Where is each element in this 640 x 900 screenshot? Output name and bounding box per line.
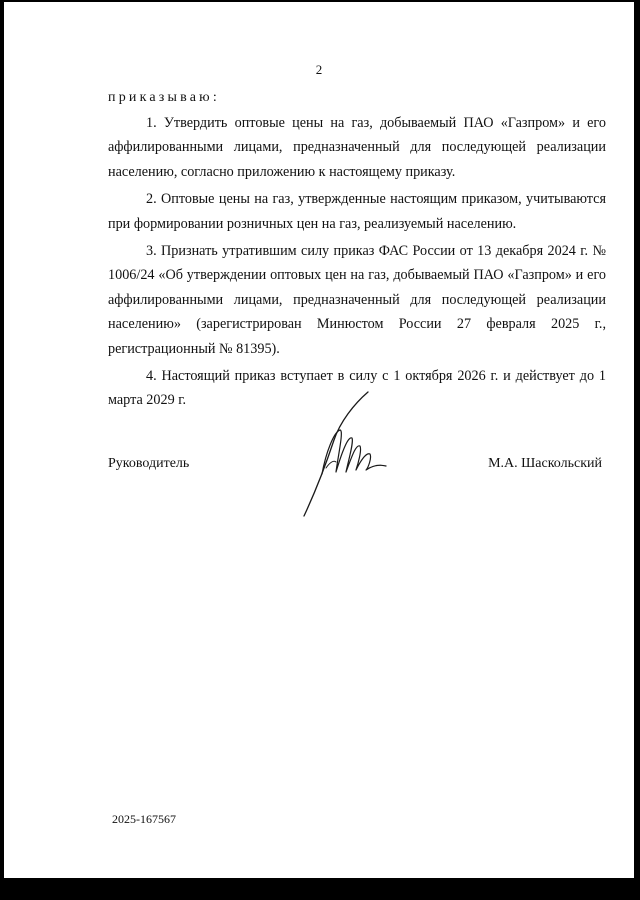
document-code: 2025-167567 — [112, 812, 176, 826]
paragraph-1: 1. Утвердить оптовые цены на газ, добываемый ПАО «Газпром» и его аффилированными лицами, предназначенный для последующей реализации населению, согласно приложению к настоящему приказу. — [108, 115, 606, 180]
document-body — [108, 111, 606, 413]
paragraph-2: 2. Оптовые цены на газ, утвержденные настоящим приказом, учитываются при формировании розничных цен на газ, реализуемый населению. — [108, 191, 606, 232]
page-number: 2 — [315, 62, 323, 77]
document-page — [4, 2, 634, 878]
signer-name: М.А. Шаскольский — [488, 456, 602, 471]
paragraph-4: 4. Настоящий приказ вступает в силу с 1 октября 2026 г. и действует до 1 марта 2029 г. — [108, 368, 606, 409]
order-word: приказываю: — [108, 90, 220, 105]
handwritten-signature — [296, 382, 396, 522]
paragraph-3: 3. Признать утратившим силу приказ ФАС России от 13 декабря 2024 г. № 1006/24 «Об утверждении оптовых цен на газ, добываемый ПАО «Газпром» и его аффилированными лицами, предназначенный для последующей реализации населению» (зарегистрирован Минюстом России 27 февраля 2025 г., регистрационный № 81395). — [108, 243, 606, 357]
signer-title: Руководитель — [108, 456, 190, 471]
